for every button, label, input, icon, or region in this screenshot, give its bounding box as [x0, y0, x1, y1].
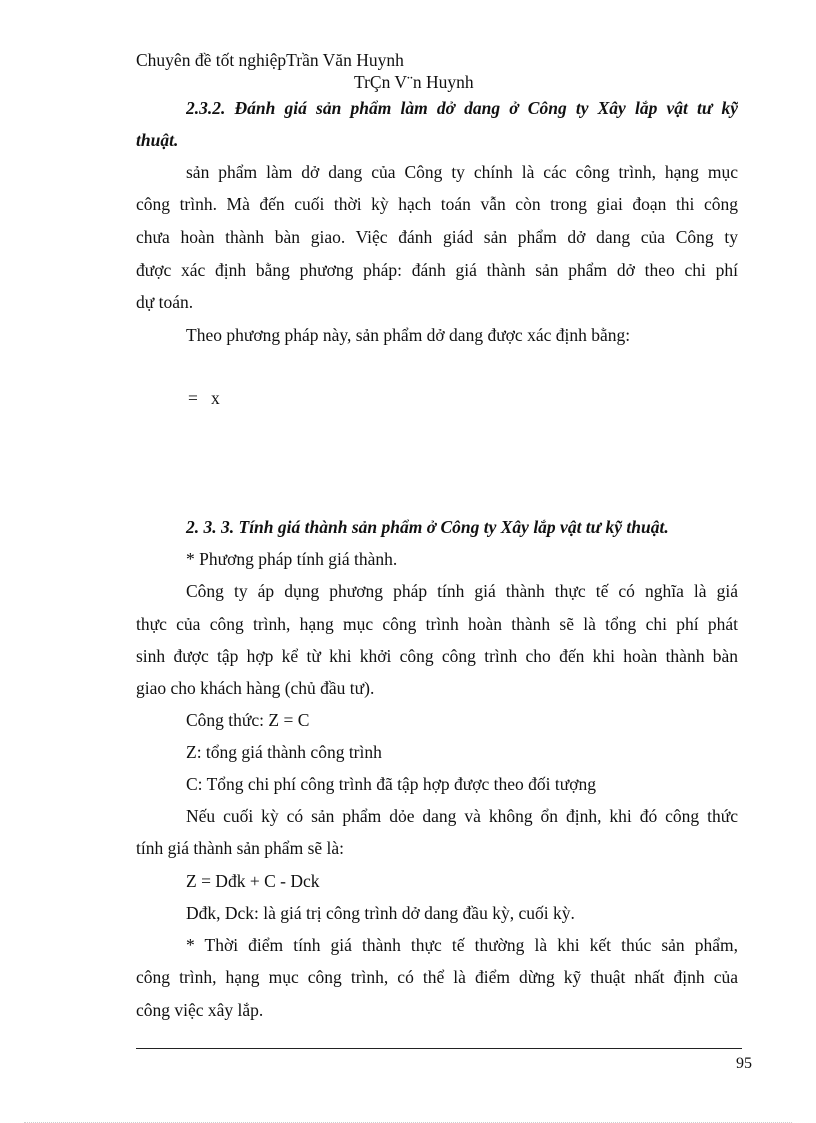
section-heading-232-line1: 2.3.2. Đánh giá sản phẩm làm dở dang ở Công ty Xây lắp vật tư kỹ — [186, 98, 738, 118]
definition-line: Dđk, Dck: là giá trị công trình dở dang đầu kỳ, cuối kỳ. — [186, 903, 575, 923]
definition-line: Z: tổng giá thành công trình — [186, 742, 382, 762]
method-title: * Phương pháp tính giá thành. — [186, 549, 398, 569]
paragraph-line: tính giá thành sản phẩm sẽ là: — [136, 838, 345, 858]
running-header-1: Chuyên đề tốt nghiệpTrần Văn Huynh — [136, 50, 404, 70]
page-number: 95 — [736, 1055, 752, 1072]
paragraph-line: công trình. Mà đến cuối thời kỳ hạch toán vẫn còn trong giai đoạn thi công — [136, 194, 738, 214]
paragraph-line: Công ty áp dụng phương pháp tính giá thành thực tế có nghĩa là giá — [186, 581, 738, 601]
definition-line: C: Tổng chi phí công trình đã tập hợp được theo đối tượng — [186, 774, 596, 794]
section-heading-232-line2: thuật. — [136, 130, 179, 150]
paragraph-line: chưa hoàn thành bàn giao. Việc đánh giád sản phẩm dở dang của Công ty — [136, 227, 738, 247]
paragraph-line: Theo phương pháp này, sản phẩm dở dang được xác định bằng: — [186, 325, 631, 345]
formula-line: Công thức: Z = C — [186, 710, 310, 730]
section-heading-233: 2. 3. 3. Tính giá thành sản phẩm ở Công ty Xây lắp vật tư kỹ thuật. — [186, 517, 669, 537]
footer-rule — [136, 1048, 742, 1049]
paragraph-line: sinh được tập hợp kể từ khi khởi công công trình cho đến khi hoàn thành bàn — [136, 646, 738, 666]
paragraph-line: giao cho khách hàng (chủ đầu tư). — [136, 678, 375, 698]
running-header-2: TrÇn V¨n Huynh — [354, 72, 474, 92]
paragraph-line: được xác định bằng phương pháp: đánh giá thành sản phẩm dở theo chi phí — [136, 260, 738, 280]
paragraph-line: công việc xây lắp. — [136, 1000, 264, 1020]
formula-placeholder: = x — [188, 388, 220, 408]
paragraph-line: sản phẩm làm dở dang của Công ty chính là các công trình, hạng mục — [186, 162, 738, 182]
formula-line: Z = Dđk + C - Dck — [186, 871, 320, 891]
paragraph-line: dự toán. — [136, 292, 194, 312]
paragraph-line: thực của công trình, hạng mục công trình hoàn thành sẽ là tổng chi phí phát — [136, 614, 738, 634]
paragraph-line: công trình, hạng mục công trình, có thể là điểm dừng kỹ thuật nhất định của — [136, 967, 738, 987]
paragraph-line: * Thời điểm tính giá thành thực tế thường là khi kết thúc sản phẩm, — [186, 935, 738, 955]
paragraph-line: Nếu cuối kỳ có sản phẩm dỏe dang và không ổn định, khi đó công thức — [186, 806, 738, 826]
